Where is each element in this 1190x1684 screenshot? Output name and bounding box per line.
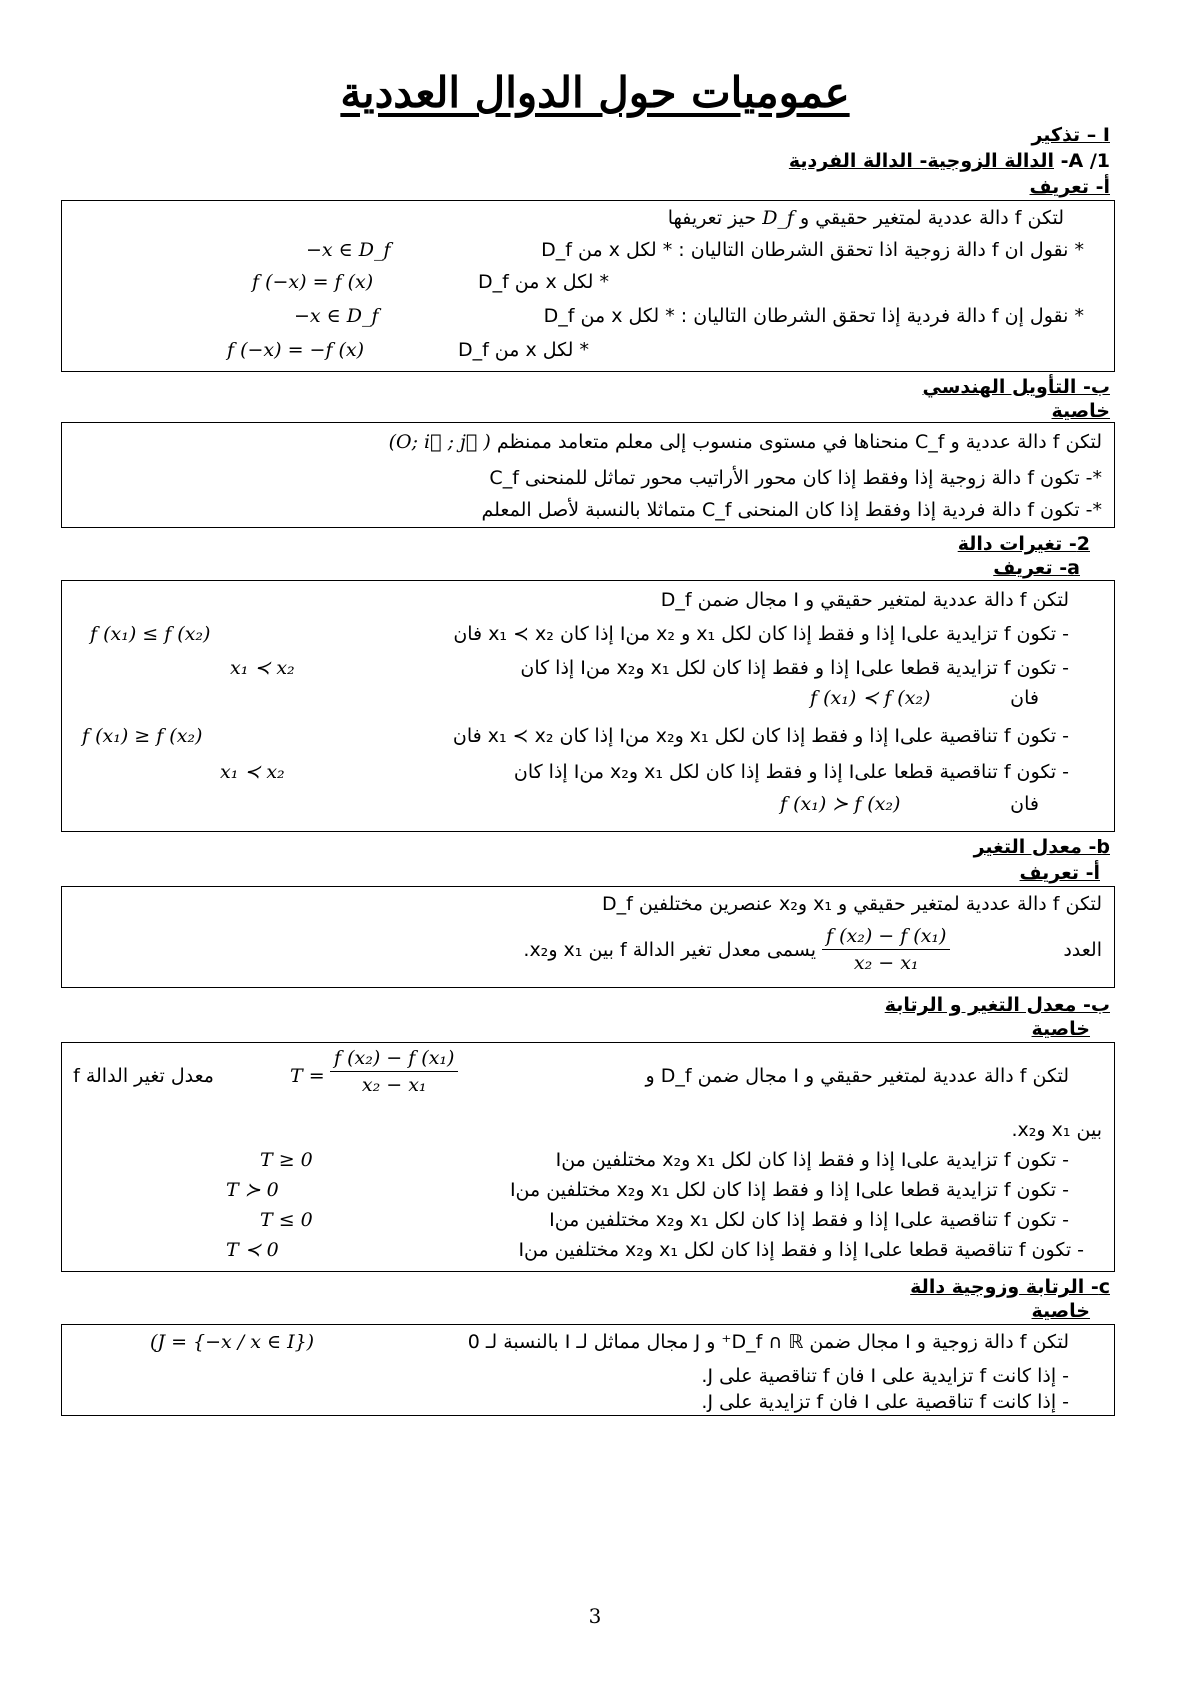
property-heading-3: خاصية (1031, 1300, 1090, 1322)
property-box-rate-monotonicity (61, 1042, 1115, 1272)
box5-line2: بين x₁ وx₂. (1011, 1119, 1102, 1141)
box5-T-equals: T = (290, 1065, 325, 1087)
section-heading-A1: A /1- الدالة الزوجية- الدالة الفردية (788, 150, 1110, 172)
rate-definition-heading: أ- تعريف (1019, 862, 1100, 884)
box1-line4: * نقول إن f دالة فردية إذا تحقق الشرطان التاليان : * لكل x من D_f (543, 305, 1084, 327)
page-number: 3 (588, 1604, 602, 1628)
box1-line5-math: f (−x) = −f (x) (227, 339, 365, 361)
box3-line4: - تكون f تناقصية علىI إذا و فقط إذا كان لكل x₁ وx₂ منI إذا كان x₁ ≺ x₂ فان (452, 725, 1069, 747)
box4-line2-pre: العدد (1063, 939, 1102, 961)
box1-line1: لتكن f دالة عددية لمتغير حقيقي و D_f حيز تعريفها (667, 207, 1064, 229)
page-title: عموميات حول الدوال العددية (340, 68, 850, 117)
box3-line5b-math: f (x₁) ≻ f (x₂) (780, 793, 901, 815)
section-heading-I: I – تذكير (1031, 124, 1110, 146)
property-box-geometric (61, 422, 1115, 528)
box6-line2: - إذا كانت f تزايدية على I فان f تناقصية على J. (701, 1365, 1069, 1387)
box5-line3-math: T ≥ 0 (260, 1149, 313, 1171)
box6-line3: - إذا كانت f تناقصية على I فان f تزايدية على J. (701, 1391, 1069, 1413)
box3-line5-math: x₁ ≺ x₂ (220, 761, 285, 783)
box1-line5: * لكل x من D_f (457, 339, 589, 361)
box6-line1: لتكن f دالة زوجية و I مجال ضمن D_f ∩ ℝ⁺ و J مجال مماثل لـ I بالنسبة لـ 0 (467, 1331, 1069, 1353)
box5-line6-math: T ≺ 0 (226, 1239, 279, 1261)
box1-line4-math: −x ∈ D_f (294, 305, 379, 327)
box1-line3-math: f (−x) = f (x) (252, 271, 374, 293)
box5-line5: - تكون f تناقصية علىI إذا و فقط إذا كان لكل x₁ وx₂ مختلفين منI (549, 1209, 1069, 1231)
geometric-heading: ب- التأويل الهندسي (922, 376, 1110, 398)
box1-line2-math: −x ∈ D_f (306, 239, 391, 261)
property-heading-1: خاصية (1051, 400, 1110, 422)
box3-line3-math: x₁ ≺ x₂ (230, 657, 295, 679)
box5-line1-end: معدل تغير الدالة f (73, 1065, 214, 1087)
box1-line3: * لكل x من D_f (477, 271, 609, 293)
box3-line3b: فان (1010, 687, 1039, 709)
box3-line1: لتكن f دالة عددية لمتغير حقيقي و I مجال ضمن D_f (660, 589, 1069, 611)
box1-line2: * نقول ان f دالة زوجية اذا تحقق الشرطان التاليان : * لكل x من D_f (541, 239, 1084, 261)
box3-line3b-math: f (x₁) ≺ f (x₂) (810, 687, 931, 709)
box2-line2: *- تكون f دالة زوجية إذا وفقط إذا كان محور الأراتيب محور تماثل للمنحنى C_f (489, 467, 1102, 489)
box6-line1-math: (J = {−x / x ∈ I}) (150, 1331, 315, 1353)
box3-line2-math: f (x₁) ≤ f (x₂) (90, 623, 211, 645)
property-heading-2: خاصية (1031, 1018, 1090, 1040)
box5-line6: - تكون f تناقصية قطعا علىI إذا و فقط إذا كان لكل x₁ وx₂ مختلفين منI (518, 1239, 1084, 1261)
rate-fraction-T-numerator: f (x₂) − f (x₁) (330, 1047, 458, 1072)
box2-line3: *- تكون f دالة فردية إذا وفقط إذا كان المنحنى C_f متماثلا بالنسبة لأصل المعلم (481, 499, 1102, 521)
definition-box-monotonicity (61, 580, 1115, 832)
rate-fraction (822, 925, 950, 974)
box5-line3: - تكون f تزايدية علىI إذا و فقط إذا كان لكل x₁ وx₂ مختلفين منI (555, 1149, 1069, 1171)
box5-line4: - تكون f تزايدية قطعا علىI إذا و فقط إذا كان لكل x₁ وx₂ مختلفين منI (509, 1179, 1069, 1201)
box4-line2-post: يسمى معدل تغير الدالة f بين x₁ وx₂. (523, 939, 816, 961)
variations-definition-heading: a- تعريف (993, 557, 1080, 579)
box4-line1: لتكن f دالة عددية لمتغير حقيقي و x₁ وx₂ عنصرين مختلفين D_f (601, 893, 1102, 915)
rate-fraction-T-denominator: x₂ − x₁ (361, 1074, 427, 1096)
definition-box-parity (61, 200, 1115, 372)
box3-line3: - تكون f تزايدية قطعا علىI إذا و فقط إذا كان لكل x₁ وx₂ منI إذا كان (520, 657, 1069, 679)
rate-fraction-T (330, 1047, 458, 1096)
box5-line1: لتكن f دالة عددية لمتغير حقيقي و I مجال ضمن D_f و (645, 1065, 1069, 1087)
rate-monotonicity-heading: ب- معدل التغير و الرتابة (884, 994, 1110, 1016)
rate-heading: b- معدل التغير (973, 836, 1110, 858)
box3-line4-math: f (x₁) ≥ f (x₂) (82, 725, 203, 747)
property-box-parity-monotonicity (61, 1324, 1115, 1416)
box2-line1: لتكن f دالة عددية و C_f منحناها في مستوى منسوب إلى معلم متعامد ممنظم (O; i⃗ ; j⃗ ) (388, 431, 1102, 453)
box3-line5b: فان (1010, 793, 1039, 815)
definition-heading: أ- تعريف (1029, 176, 1110, 198)
parity-monotonicity-heading: c- الرتابة وزوجية دالة (910, 1276, 1110, 1298)
variations-heading: 2- تغيرات دالة (957, 533, 1090, 555)
box5-line5-math: T ≤ 0 (260, 1209, 313, 1231)
box5-line4-math: T ≻ 0 (226, 1179, 279, 1201)
definition-box-rate (61, 886, 1115, 988)
rate-fraction-denominator: x₂ − x₁ (853, 952, 919, 974)
box3-line2: - تكون f تزايدية علىI إذا و فقط إذا كان لكل x₁ و x₂ منI إذا كان x₁ ≺ x₂ فان (453, 623, 1069, 645)
rate-fraction-numerator: f (x₂) − f (x₁) (822, 925, 950, 950)
box3-line5: - تكون f تناقصية قطعا علىI إذا و فقط إذا كان لكل x₁ وx₂ منI إذا كان (513, 761, 1069, 783)
